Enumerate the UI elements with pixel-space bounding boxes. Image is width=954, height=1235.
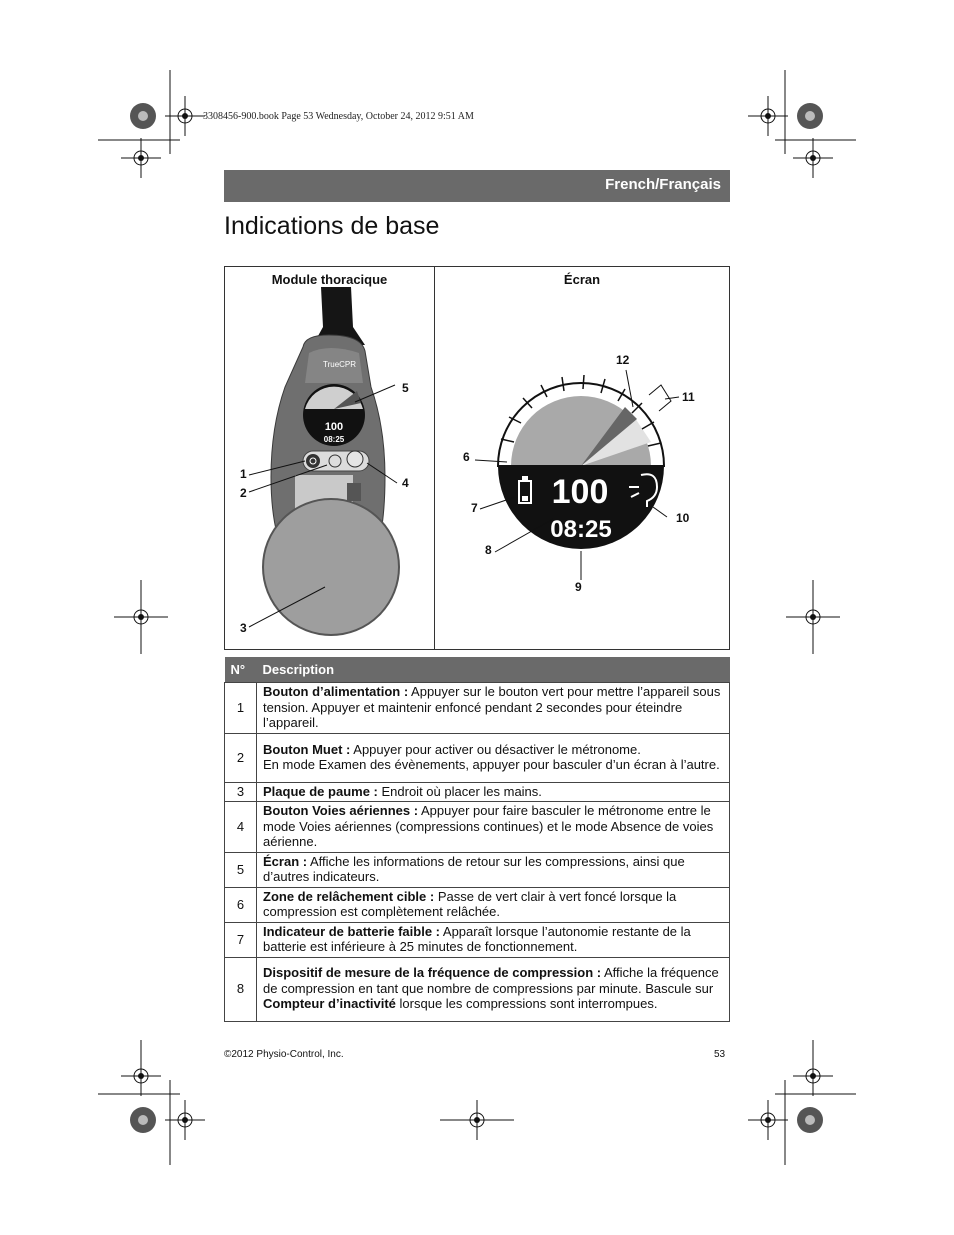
callout-12: 12 xyxy=(616,353,630,367)
row-description xyxy=(257,922,730,957)
header-number: N° xyxy=(225,657,257,683)
row-text: Endroit où placer les mains. xyxy=(377,783,542,799)
row-text: Appuyer pour faire basculer le métronome entre le mode Voies aériennes (compressions continues) et le mode Absence de voies aérienne. xyxy=(263,803,714,849)
row-number: 1 xyxy=(225,683,257,734)
row-text-2: lorsque les compressions sont interrompues. xyxy=(395,996,658,1012)
description-table xyxy=(224,657,730,1022)
screen-time: 08:25 xyxy=(550,516,612,543)
callout-4: 4 xyxy=(402,476,409,490)
row-term: Bouton d’alimentation : xyxy=(263,684,409,699)
callout-11: 11 xyxy=(682,390,695,404)
row-text: Passe de vert clair à vert foncé lorsque la compression est complètement relâchée. xyxy=(263,888,677,919)
row-number: 4 xyxy=(225,802,257,853)
callout-10: 10 xyxy=(676,511,690,525)
copyright: ©2012 Physio-Control, Inc. xyxy=(224,1049,344,1060)
mute-button-icon xyxy=(329,455,341,467)
callout-7: 7 xyxy=(471,501,478,515)
table-row xyxy=(225,922,730,957)
book-file-line: 3308456-900.book Page 53 Wednesday, October 24, 2012 9:51 AM xyxy=(203,111,474,122)
row-text: Appuyer pour activer ou désactiver le métronome. xyxy=(350,741,641,757)
table-row xyxy=(225,852,730,887)
table-header-row xyxy=(225,657,730,683)
row-description xyxy=(257,957,730,1021)
row-term: Zone de relâchement cible : xyxy=(263,888,435,904)
callout-1: 1 xyxy=(240,467,247,481)
row-description xyxy=(257,683,730,734)
row-term: Dispositif de mesure de la fréquence de compression : xyxy=(263,965,602,981)
screen-heading: Écran xyxy=(563,272,601,287)
row-term-2: Compteur d’inactivité xyxy=(263,996,396,1012)
row-term: Plaque de paume : xyxy=(263,783,378,799)
row-number: 5 xyxy=(225,852,257,887)
figure-box xyxy=(224,266,730,650)
table-row xyxy=(225,683,730,734)
device-brand: TrueCPR xyxy=(323,360,357,369)
row-text: Appuyer sur le bouton vert pour mettre l’appareil sous tension. Appuyer et maintenir enfoncé pendant 2 secondes pour éteindre l’appareil. xyxy=(263,684,721,730)
row-term: Bouton Voies aériennes : xyxy=(263,803,419,818)
power-button-icon xyxy=(306,454,320,468)
row-term: Écran : xyxy=(263,853,308,869)
callout-3: 3 xyxy=(240,621,247,635)
row-text-2: En mode Examen des évènements, appuyer pour basculer d’un écran à l’autre. xyxy=(263,757,720,772)
row-term: Indicateur de batterie faible : xyxy=(263,923,440,939)
row-description xyxy=(257,887,730,922)
callout-8: 8 xyxy=(485,543,492,557)
row-number: 8 xyxy=(225,957,257,1021)
row-number: 3 xyxy=(225,782,257,802)
table-row xyxy=(225,733,730,782)
airway-button-icon xyxy=(347,451,363,467)
device-rate: 100 xyxy=(324,421,344,433)
row-text: Apparaît lorsque l’autonomie restante de la batterie est inférieure à 25 minutes de fonctionnement. xyxy=(263,923,691,954)
page-title: Indications de base xyxy=(224,212,440,240)
row-description xyxy=(257,802,730,853)
row-term: Bouton Muet : xyxy=(263,741,351,757)
page-number: 53 xyxy=(714,1049,726,1060)
row-description xyxy=(257,733,730,782)
callout-5: 5 xyxy=(402,381,409,395)
row-text: Affiche les informations de retour sur les compressions, ainsi que d’autres indicateurs. xyxy=(263,853,685,884)
table-row xyxy=(225,957,730,1021)
language-band xyxy=(224,170,730,202)
table-row xyxy=(225,782,730,802)
device-time: 08:25 xyxy=(323,435,345,444)
language-label: French/Français xyxy=(605,176,721,193)
callout-9: 9 xyxy=(575,580,582,594)
table-row xyxy=(225,802,730,853)
header-description: Description xyxy=(257,657,730,683)
row-number: 7 xyxy=(225,922,257,957)
screen-illustration xyxy=(435,267,729,649)
callout-6: 6 xyxy=(463,450,470,464)
chest-module-heading: Module thoracique xyxy=(271,272,388,287)
table-row xyxy=(225,887,730,922)
callout-2: 2 xyxy=(240,486,247,500)
row-number: 2 xyxy=(225,733,257,782)
screen-rate: 100 xyxy=(551,473,609,511)
row-description xyxy=(257,782,730,802)
row-description xyxy=(257,852,730,887)
row-text: Affiche la fréquence de compression en tant que nombre de compressions par minute. Bascule sur xyxy=(263,965,719,996)
chest-module-illustration xyxy=(225,287,434,647)
row-number: 6 xyxy=(225,887,257,922)
